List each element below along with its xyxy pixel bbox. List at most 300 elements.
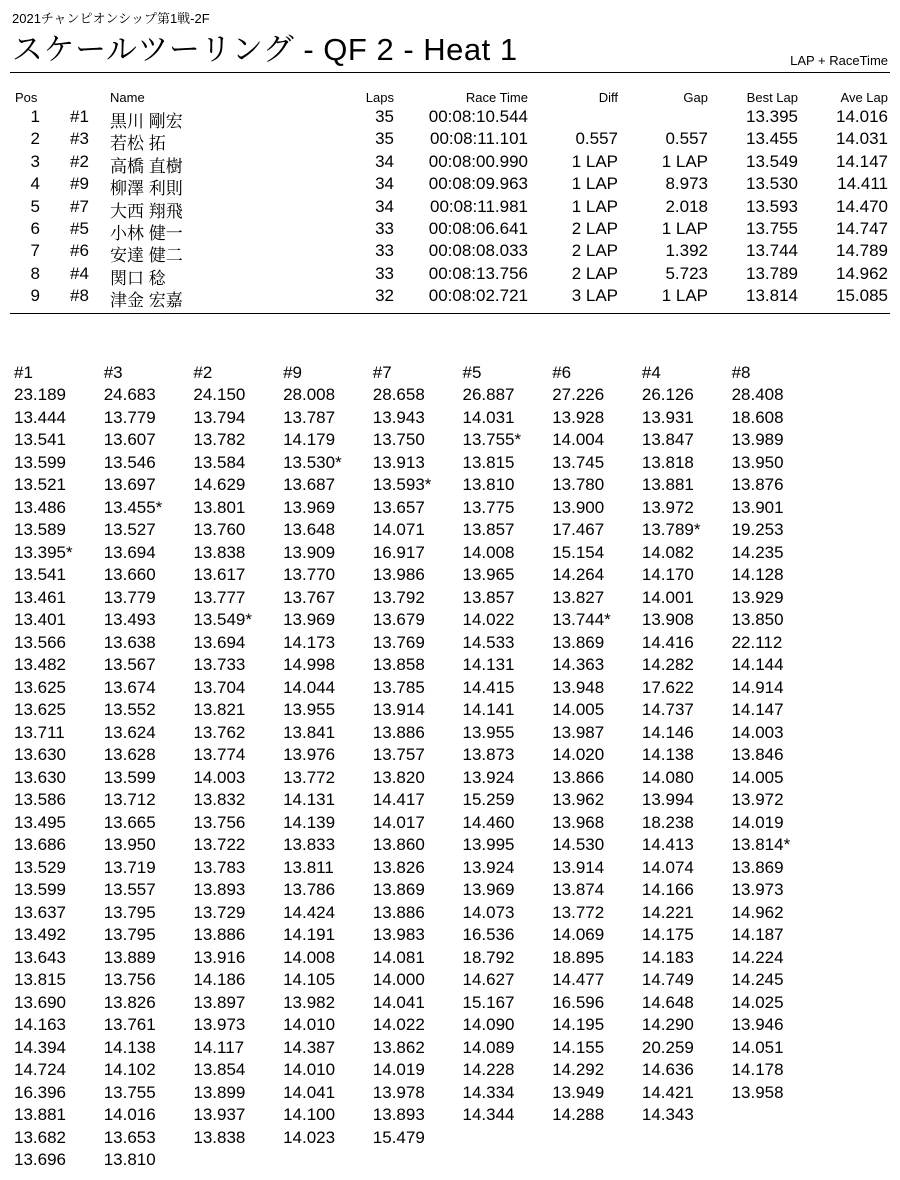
lap-time: 14.005 — [731, 767, 784, 787]
lap-time: 13.913 — [372, 452, 425, 472]
lap-time: 14.144 — [731, 655, 784, 674]
lap-time: 13.767 — [283, 587, 336, 607]
lap-time: 14.102 — [103, 1060, 156, 1079]
best-lap-cell: 13.814 — [746, 286, 798, 306]
ave-lap-cell: 14.031 — [836, 129, 888, 149]
lap-time: 13.762 — [193, 722, 246, 742]
lap-time: 13.969 — [462, 880, 515, 899]
lap-time: 14.998 — [283, 655, 336, 674]
driver-name-cell: 小林 健一 — [110, 224, 183, 243]
lap-time: 14.627 — [462, 970, 515, 989]
lap-time: 13.886 — [372, 902, 425, 922]
lap-time: 13.557 — [103, 880, 156, 899]
lap-time: 13.792 — [372, 587, 425, 607]
lap-column — [463, 362, 555, 1127]
lap-time: 14.292 — [552, 1060, 605, 1079]
lap-time: 13.801 — [193, 497, 246, 517]
lap-time: 13.750 — [372, 430, 425, 449]
lap-time: 14.221 — [641, 902, 694, 922]
lap-time: 14.131 — [283, 790, 336, 809]
race-time-cell: 00:08:02.721 — [428, 286, 528, 306]
lap-time: 13.593* — [372, 475, 432, 494]
diff-cell: 0.557 — [575, 129, 618, 149]
lap-time: 13.674 — [103, 677, 156, 697]
lap-time: 13.962 — [552, 790, 605, 809]
lap-time: 13.841 — [283, 722, 336, 742]
results-header-row — [0, 90, 900, 106]
lap-time: 14.416 — [641, 632, 694, 652]
lap-time: 13.722 — [193, 835, 246, 854]
lap-time: 13.755* — [462, 430, 522, 449]
laps-cell: 35 — [375, 129, 394, 149]
lap-time: 13.690 — [14, 992, 66, 1012]
lap-time: 13.874 — [552, 880, 605, 899]
race-time-cell: 00:08:09.963 — [428, 174, 528, 194]
lap-column-header: #7 — [372, 363, 392, 382]
lap-time: 14.005 — [552, 700, 605, 719]
lap-time: 13.869 — [731, 857, 784, 877]
result-row — [0, 129, 900, 154]
car-number-cell: #2 — [70, 151, 89, 171]
car-number-cell: #7 — [70, 196, 89, 216]
lap-time: 13.838 — [193, 1127, 246, 1147]
ave-lap-cell: 15.085 — [836, 286, 888, 306]
lap-time: 14.343 — [641, 1105, 694, 1124]
lap-time: 13.686 — [14, 835, 66, 854]
car-number-cell: #3 — [70, 129, 89, 149]
laps-cell: 34 — [375, 196, 394, 216]
pos-cell: 3 — [30, 151, 40, 171]
lap-time: 13.914 — [372, 700, 425, 719]
lap-time: 13.711 — [14, 722, 65, 742]
lap-time: 13.795 — [103, 925, 156, 944]
lap-time: 14.166 — [641, 880, 694, 899]
lap-time: 14.195 — [552, 1015, 605, 1034]
lap-time: 13.950 — [103, 835, 156, 854]
car-number-cell: #5 — [70, 219, 89, 238]
lap-time: 13.566 — [14, 632, 66, 652]
lap-time: 14.016 — [103, 1105, 156, 1124]
ave-lap-cell: 14.962 — [836, 263, 888, 283]
lap-time: 13.886 — [372, 722, 425, 742]
lap-time: 13.881 — [14, 1105, 66, 1124]
lap-time: 13.847 — [641, 430, 694, 449]
diff-cell: 3 LAP — [571, 286, 618, 306]
pos-cell: 9 — [30, 286, 40, 306]
lap-time: 14.179 — [283, 430, 336, 449]
lap-time: 14.022 — [462, 610, 515, 629]
car-number-cell: #9 — [70, 174, 89, 194]
result-row — [0, 264, 900, 286]
best-lap-cell: 13.549 — [746, 151, 798, 171]
lap-time: 13.924 — [462, 857, 515, 877]
lap-time: 13.495 — [14, 812, 66, 832]
race-time-cell: 00:08:06.641 — [428, 219, 528, 238]
lap-time: 14.290 — [641, 1015, 694, 1034]
best-lap-cell: 13.530 — [746, 174, 798, 194]
lap-time: 14.089 — [462, 1037, 515, 1057]
lap-time: 14.460 — [462, 812, 515, 832]
lap-time: 14.282 — [641, 655, 694, 674]
lap-time: 14.139 — [283, 812, 336, 832]
pos-cell: 1 — [30, 107, 40, 126]
best-lap-cell: 13.789 — [746, 263, 798, 283]
lap-time: 14.155 — [552, 1037, 605, 1057]
lap-time: 13.493 — [103, 610, 156, 629]
lap-time: 18.792 — [462, 947, 515, 967]
gap-cell: 5.723 — [665, 263, 708, 283]
lap-time: 13.546 — [103, 452, 156, 472]
lap-time: 13.761 — [103, 1015, 156, 1034]
laps-cell: 32 — [375, 286, 394, 306]
lap-time: 13.900 — [552, 497, 605, 517]
lap-time: 13.786 — [283, 880, 336, 899]
pos-cell: 7 — [30, 241, 40, 261]
lap-time: 14.914 — [731, 677, 784, 697]
lap-time: 14.175 — [641, 925, 694, 944]
lap-time: 18.608 — [731, 407, 784, 427]
lap-time: 13.901 — [731, 497, 784, 517]
lap-time: 13.924 — [462, 767, 515, 787]
lap-time: 13.552 — [103, 700, 156, 719]
result-row — [0, 107, 900, 129]
lap-time: 14.141 — [462, 700, 515, 719]
lap-time: 13.826 — [103, 992, 156, 1012]
lap-time: 13.694 — [193, 632, 246, 652]
lap-time: 13.770 — [283, 565, 336, 584]
lap-time: 13.712 — [103, 790, 156, 809]
lap-time: 14.363 — [552, 655, 605, 674]
pos-cell: 6 — [30, 219, 40, 238]
lap-time: 13.779 — [103, 407, 156, 427]
lap-time: 13.599 — [103, 767, 156, 787]
lap-time: 13.965 — [462, 565, 515, 584]
lap-time: 13.757 — [372, 745, 425, 764]
lap-time: 13.567 — [103, 655, 156, 674]
lap-column — [283, 362, 375, 1149]
lap-time: 13.950 — [731, 452, 784, 472]
result-row — [0, 152, 900, 174]
lap-time: 13.789* — [641, 520, 701, 539]
col-header-name: Name — [110, 90, 145, 105]
lap-time: 14.003 — [193, 767, 246, 787]
result-row — [0, 174, 900, 199]
lap-time: 14.530 — [552, 835, 605, 854]
lap-time: 14.424 — [283, 902, 336, 922]
lap-time: 14.019 — [372, 1060, 425, 1079]
lap-time: 13.881 — [641, 475, 694, 494]
lap-time: 13.607 — [103, 430, 156, 449]
col-header-diff: Diff — [598, 90, 618, 105]
lap-time: 28.008 — [283, 385, 336, 404]
lap-time: 14.020 — [552, 745, 605, 764]
lap-column — [14, 362, 106, 1172]
lap-time: 14.010 — [283, 1015, 336, 1034]
result-row — [0, 241, 900, 266]
lap-time: 14.173 — [283, 632, 336, 652]
lap-time: 13.745 — [552, 452, 605, 472]
diff-cell: 2 LAP — [571, 241, 618, 261]
lap-time: 14.008 — [462, 542, 515, 562]
lap-time: 13.657 — [372, 497, 425, 517]
lap-time: 13.541 — [14, 565, 66, 584]
section-divider — [10, 313, 890, 314]
lap-time: 14.749 — [641, 970, 694, 989]
lap-time: 16.396 — [14, 1082, 66, 1102]
lap-time: 13.772 — [283, 767, 336, 787]
lap-time: 15.167 — [462, 992, 515, 1012]
lap-time: 13.530* — [283, 452, 342, 472]
lap-time: 27.226 — [552, 385, 605, 404]
lap-time: 13.777 — [193, 587, 246, 607]
lap-column-header: #3 — [103, 363, 123, 382]
lap-time: 13.549* — [193, 610, 253, 629]
driver-name-cell: 津金 宏嘉 — [110, 291, 183, 311]
lap-time: 13.987 — [552, 722, 605, 742]
race-time-cell: 00:08:11.101 — [430, 129, 528, 149]
ave-lap-cell: 14.147 — [836, 151, 888, 171]
diff-cell: 1 LAP — [571, 151, 618, 171]
lap-column — [552, 362, 644, 1127]
lap-time: 13.826 — [372, 857, 425, 877]
lap-time: 13.838 — [193, 542, 246, 562]
lap-time: 14.128 — [731, 565, 784, 584]
lap-time: 14.962 — [731, 902, 784, 922]
gap-cell: 1 LAP — [661, 286, 708, 306]
lap-time: 14.025 — [731, 992, 784, 1012]
lap-time: 14.073 — [462, 902, 515, 922]
col-header-best-lap: Best Lap — [746, 90, 798, 105]
ave-lap-cell: 14.411 — [837, 174, 888, 194]
lap-time: 13.584 — [193, 452, 246, 472]
lap-time: 24.683 — [103, 385, 156, 404]
lap-time: 14.019 — [731, 812, 784, 832]
lap-time: 13.696 — [14, 1150, 66, 1169]
lap-time: 13.931 — [641, 407, 694, 427]
lap-column — [642, 362, 734, 1127]
lap-time: 14.105 — [283, 970, 336, 989]
lap-time: 28.408 — [731, 385, 784, 404]
lap-time: 14.147 — [731, 700, 784, 719]
lap-time: 13.873 — [462, 745, 515, 764]
lap-time: 13.492 — [14, 925, 66, 944]
lap-time: 15.259 — [462, 790, 515, 809]
col-header-ave-lap: Ave Lap — [840, 90, 888, 105]
pos-cell: 2 — [30, 129, 40, 149]
lap-time: 13.814* — [731, 835, 791, 854]
lap-time: 13.850 — [731, 610, 784, 629]
lap-time: 14.264 — [552, 565, 605, 584]
lap-time: 13.889 — [103, 947, 156, 967]
lap-time: 13.772 — [552, 902, 605, 922]
lap-time: 14.415 — [462, 677, 515, 697]
ave-lap-cell: 14.789 — [836, 241, 888, 261]
lap-time: 13.815 — [462, 452, 515, 472]
lap-time: 13.704 — [193, 677, 246, 697]
lap-time: 13.625 — [14, 700, 66, 719]
lap-time: 13.869 — [552, 632, 605, 652]
lap-time: 14.235 — [731, 542, 784, 562]
lap-time: 13.821 — [193, 700, 246, 719]
race-time-cell: 00:08:11.981 — [430, 196, 528, 216]
lap-time: 13.928 — [552, 407, 605, 427]
lap-time: 13.820 — [372, 767, 425, 787]
lap-time: 13.958 — [731, 1082, 784, 1102]
lap-time: 14.010 — [283, 1060, 336, 1079]
lap-time: 14.191 — [283, 925, 336, 944]
lap-time: 13.810 — [462, 475, 515, 494]
car-number-cell: #4 — [70, 263, 89, 283]
driver-name-cell: 安達 健二 — [110, 246, 183, 266]
lap-time: 14.023 — [283, 1127, 336, 1147]
lap-time: 14.008 — [283, 947, 336, 967]
gap-cell: 1.392 — [665, 241, 708, 261]
lap-time: 13.795 — [103, 902, 156, 922]
lap-column-header: #1 — [14, 363, 33, 382]
lap-time: 13.949 — [552, 1082, 605, 1102]
car-number-cell: #1 — [70, 107, 89, 126]
lap-time: 13.857 — [462, 587, 515, 607]
car-number-cell: #8 — [70, 286, 89, 306]
lap-time: 13.946 — [731, 1015, 784, 1034]
lap-time: 13.541 — [14, 430, 66, 449]
lap-time: 13.787 — [283, 407, 336, 427]
lap-time: 13.869 — [372, 880, 425, 899]
lap-time: 13.774 — [193, 745, 246, 764]
lap-time: 13.482 — [14, 655, 66, 674]
lap-time: 14.004 — [552, 430, 605, 449]
lap-time: 14.003 — [731, 722, 784, 742]
lap-time: 13.461 — [14, 587, 66, 607]
lap-time: 13.637 — [14, 902, 66, 922]
lap-time: 14.074 — [641, 857, 694, 877]
lap-time: 13.862 — [372, 1037, 425, 1057]
lap-time: 14.648 — [641, 992, 694, 1012]
best-lap-cell: 13.455 — [746, 129, 798, 149]
best-lap-cell: 13.395 — [746, 107, 798, 126]
laps-cell: 33 — [375, 263, 394, 283]
driver-name-cell: 柳澤 利則 — [110, 179, 183, 199]
lap-time: 13.989 — [731, 430, 784, 449]
lap-time: 14.041 — [283, 1082, 336, 1102]
lap-time: 13.811 — [283, 857, 334, 877]
lap-column — [193, 362, 285, 1149]
driver-name-cell: 若松 拓 — [110, 134, 166, 154]
lap-time: 13.638 — [103, 632, 156, 652]
lap-time: 13.679 — [372, 610, 425, 629]
lap-time: 13.648 — [283, 520, 336, 539]
lap-time: 14.245 — [731, 970, 784, 989]
lap-time: 13.909 — [283, 542, 336, 562]
lap-time: 23.189 — [14, 385, 66, 404]
lap-time: 13.899 — [193, 1082, 246, 1102]
lap-time: 13.660 — [103, 565, 156, 584]
lap-time: 13.858 — [372, 655, 425, 674]
lap-time: 13.973 — [193, 1015, 246, 1034]
lap-time: 15.479 — [372, 1127, 425, 1147]
lap-time: 14.187 — [731, 925, 784, 944]
lap-time: 13.972 — [641, 497, 694, 517]
pos-cell: 4 — [30, 174, 40, 194]
lap-time: 13.599 — [14, 880, 66, 899]
lap-time: 13.599 — [14, 452, 66, 472]
lap-time: 13.794 — [193, 407, 246, 427]
lap-time: 13.744* — [552, 610, 611, 629]
lap-time: 13.687 — [283, 475, 336, 494]
driver-name-cell: 高橋 直樹 — [110, 156, 183, 176]
gap-cell: 8.973 — [665, 174, 708, 194]
lap-time: 13.948 — [552, 677, 605, 697]
col-header-laps: Laps — [365, 90, 394, 105]
gap-cell: 0.557 — [665, 129, 708, 149]
lap-time: 13.857 — [462, 520, 515, 539]
laps-cell: 33 — [375, 219, 394, 238]
lap-time: 14.394 — [14, 1037, 66, 1057]
lap-time: 13.756 — [193, 812, 246, 832]
lap-time: 14.387 — [283, 1037, 336, 1057]
lap-time: 13.682 — [14, 1127, 66, 1147]
lap-time: 14.069 — [552, 925, 605, 944]
lap-time: 22.112 — [731, 632, 783, 652]
lap-time: 14.724 — [14, 1060, 66, 1079]
race-time-cell: 00:08:13.756 — [428, 263, 528, 283]
col-header-gap: Gap — [683, 90, 708, 105]
lap-time: 14.031 — [462, 407, 515, 427]
lap-time: 13.914 — [552, 857, 605, 877]
lap-time: 13.968 — [552, 812, 605, 832]
lap-time: 14.533 — [462, 632, 515, 652]
lap-time: 14.170 — [641, 565, 694, 584]
lap-time: 13.782 — [193, 430, 246, 449]
lap-time: 13.785 — [372, 677, 425, 697]
lap-time: 13.846 — [731, 745, 784, 764]
lap-time: 13.866 — [552, 767, 605, 787]
lap-time: 13.643 — [14, 947, 66, 967]
lap-time: 14.629 — [193, 475, 246, 494]
lap-time: 14.344 — [462, 1105, 515, 1124]
lap-time: 13.916 — [193, 947, 246, 967]
driver-name-cell: 黒川 剛宏 — [110, 112, 183, 131]
lap-time: 13.973 — [731, 880, 784, 899]
lap-time: 13.665 — [103, 812, 156, 832]
lap-time: 13.937 — [193, 1105, 246, 1124]
lap-time: 13.976 — [283, 745, 336, 764]
laps-cell: 35 — [375, 107, 394, 126]
lap-time: 13.827 — [552, 587, 605, 607]
lap-column — [104, 362, 196, 1172]
lap-time: 14.022 — [372, 1015, 425, 1034]
lap-time: 14.288 — [552, 1105, 605, 1124]
pos-cell: 5 — [30, 196, 40, 216]
lap-time: 13.972 — [731, 790, 784, 809]
lap-time: 13.943 — [372, 407, 425, 427]
lap-time: 13.401 — [14, 610, 66, 629]
lap-time: 13.929 — [731, 587, 784, 607]
best-lap-cell: 13.593 — [746, 196, 798, 216]
lap-time: 13.589 — [14, 520, 66, 539]
lap-time: 14.081 — [372, 947, 425, 967]
lap-time: 20.259 — [641, 1037, 694, 1057]
lap-time: 13.653 — [103, 1127, 156, 1147]
lap-time: 14.417 — [372, 790, 425, 809]
lap-time: 19.253 — [731, 520, 784, 539]
lap-column-header: #2 — [193, 363, 213, 382]
gap-cell: 1 LAP — [661, 151, 708, 171]
lap-time: 16.536 — [462, 925, 515, 944]
lap-time: 14.413 — [641, 835, 694, 854]
diff-cell: 2 LAP — [571, 219, 618, 238]
lap-time: 14.041 — [372, 992, 425, 1012]
